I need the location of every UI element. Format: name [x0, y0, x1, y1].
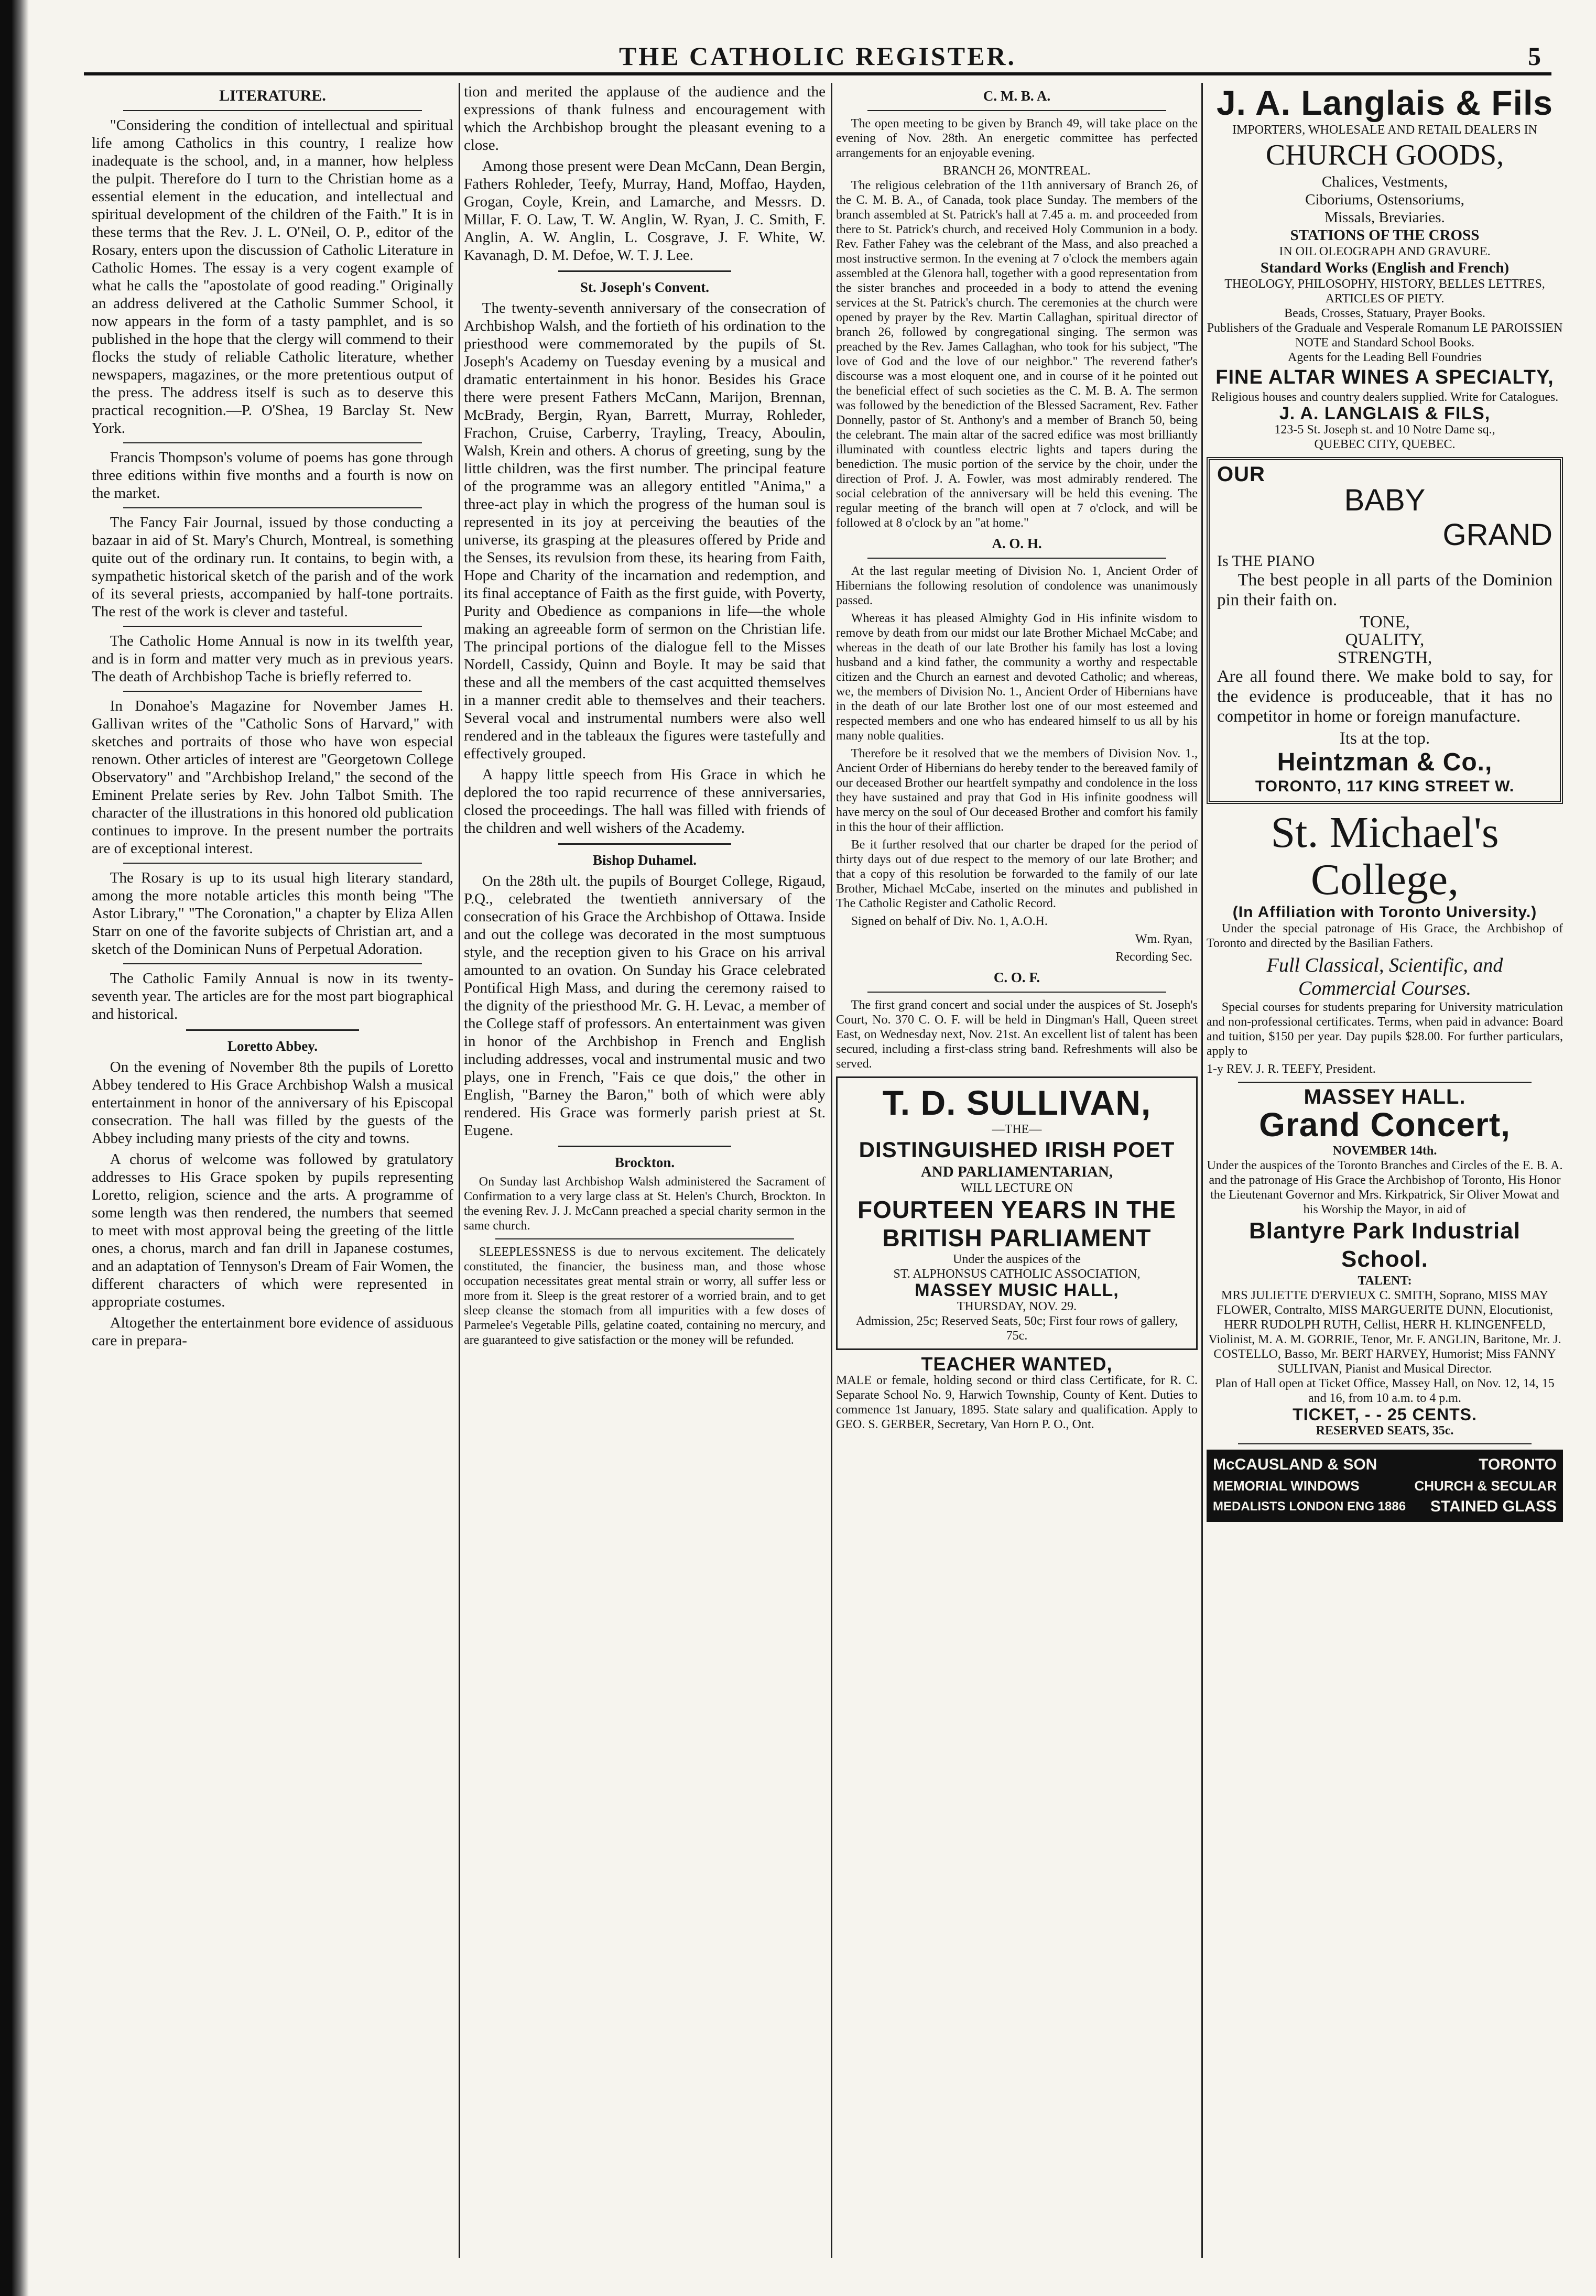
ad-stmichaels-courses-2: Commercial Courses.: [1298, 977, 1472, 999]
ad-stmichaels-courses-1: Full Classical, Scientific, and: [1266, 954, 1503, 976]
ad-piano-baby: BABY: [1344, 483, 1426, 517]
divider: [1238, 1082, 1532, 1083]
ad-sullivan-name: T. D. SULLIVAN,: [882, 1083, 1152, 1122]
ad-piano-quality: QUALITY,: [1345, 630, 1425, 649]
divider: [867, 992, 1166, 993]
ad-massey-talent: TALENT:: [1358, 1274, 1412, 1288]
signature-title: Recording Sec.: [1115, 950, 1192, 964]
ad-massey-ticket: TICKET, - - 25 CENTS.: [1293, 1405, 1477, 1424]
divider: [123, 963, 422, 964]
ad-piano-our: OUR: [1217, 463, 1265, 486]
ad-langlais-goods: CHURCH GOODS,: [1265, 139, 1504, 171]
article-convent-1: The twenty-seventh anniversary of the consecration of Archbishop Walsh, and the fortieth of his ordination to the priesthood were commemorated by the pupils of St. Joseph's Academy on Tuesday evening by a musical and dramatic entertainment in his honor. Besides his Grace there were present Fathers McCann, Marijon, Brennan, McBrady, Bergin, Ryan, Barrett, Murray, Rohleder, Frachon, Cruise, Carberry, Trayling, Treacy, Aboulin, Walsh, Krein and others. A chorus of greeting, sung by the little children, was the first number. The principal feature of the programme was an allegory entitled "Anima," a three-act play in which the progress of the human soul is represented in its joy at perceiving the beauties of the universe, its grasping at the pleasures offered by Pride and the Senses, its revulsion from these, its hearing from Faith, Hope and Charity of the incarnation and redemption, and its final acceptance of Faith as the first guide, with Poverty, Purity and Obedience as companions in life—the whole making an agreeable form of sermon on the Christian life. The principal portions of the dialogue fell to the Misses Nordell, Cassidy, Quinn and Boyle. It may be said that these and all the members of the cast acquitted themselves in a manner credit able to themselves and their teachers. Several vocal and instrumental numbers were also well rendered and in the tableaux the figures were tastefully and effectively grouped.: [464, 300, 826, 762]
ad-sullivan-assoc: ST. ALPHONSUS CATHOLIC ASSOCIATION,: [893, 1267, 1141, 1281]
ad-langlais-name-2: J. A. LANGLAIS & FILS,: [1279, 404, 1491, 423]
article-home-annual: The Catholic Home Annual is now in its twelfth year, and is in form and matter very much as in previous years. The death of Archbishop Tache is briefly referred to.: [92, 633, 453, 685]
article-family-annual: The Catholic Family Annual is now in its twenty-seventh year. The articles are for the most part biographical and historical.: [92, 970, 453, 1022]
section-heading-aoh: A. O. H.: [992, 536, 1042, 551]
ad-langlais-beads: Beads, Crosses, Statuary, Prayer Books.: [1284, 307, 1485, 320]
ad-sullivan-title: DISTINGUISHED IRISH POET: [859, 1137, 1175, 1162]
ad-massey-body: Under the auspices of the Toronto Branches and Circles of the E. B. A. and the patronage of His Grace the Archbishop of Toronto, His Honor the Lieutenant Governor and Mrs. Kirkpatrick, Sir Oliver Mowat and his Worship the Mayor, in aid of: [1207, 1159, 1563, 1216]
divider: [123, 507, 422, 508]
ad-langlais-line: IMPORTERS, WHOLESALE AND RETAIL DEALERS IN: [1232, 123, 1537, 137]
divider: [123, 691, 422, 692]
article-brockton: On Sunday last Archbishop Walsh administered the Sacrament of Confirmation to a very large class at St. Helen's Church, Brockton. In the evening Rev. J. J. McCann preached a special charity sermon in the same church.: [464, 1175, 826, 1233]
article-loretto-3: Altogether the entertainment bore evidence of assiduous care in prepara-: [92, 1314, 453, 1349]
ad-piano-top: Its at the top.: [1339, 729, 1430, 748]
branch-subheading: BRANCH 26, MONTREAL.: [943, 164, 1091, 178]
article-aoh-5: Signed on behalf of Div. No. 1, A.O.H.: [851, 915, 1048, 928]
article-loretto-continued: tion and merited the applause of the audience and the expressions of thank fulness and encouragement with which the Archbishop brought the pleasant evening to a close.: [464, 83, 826, 154]
ad-massey-plan: Plan of Hall open at Ticket Office, Massey Hall, on Nov. 12, 14, 15 and 16, from 10 a.m. to 4 p.m.: [1215, 1377, 1555, 1405]
section-heading-cmba: C. M. B. A.: [983, 88, 1051, 104]
masthead: [84, 41, 1551, 75]
ad-langlais-items-1: Chalices, Vestments,: [1321, 173, 1448, 190]
ad-langlais-city: QUEBEC CITY, QUEBEC.: [1314, 438, 1456, 451]
article-aoh-4: Be it further resolved that our charter be draped for the period of thirty days out of due respect to the memory of our late Brother; and that a copy of this resolution be forwarded to the family of our late Brother, Michael McCabe, inserted on the minutes and published in The Catholic Register and Catholic Record.: [836, 838, 1198, 910]
divider: [123, 442, 422, 443]
article-present-list: Among those present were Dean McCann, Dean Bergin, Fathers Rohleder, Teefy, Murray, Hand, Moffao, Hayden, Grogan, Coyle, Krein, and Lamarche, and Messrs. D. Millar, F. O. Law, T. W. Anglin, W. Ryan, J. C. Smith, F. Anglin, A. W. Anglin, L. Cosgrave, J. F. White, W. Kavanagh, D. M. Defoe, W. T. J. Lee.: [464, 158, 826, 264]
ad-mccausland-name: McCAUSLAND & SON: [1213, 1456, 1377, 1473]
ad-sullivan-date: THURSDAY, NOV. 29.: [957, 1300, 1077, 1313]
ad-langlais-items-3: Missals, Breviaries.: [1324, 209, 1445, 226]
ornament-divider: [558, 270, 731, 272]
ad-langlais-items-2: Ciboriums, Ostensoriums,: [1305, 191, 1464, 208]
ad-piano-address: TORONTO, 117 KING STREET W.: [1255, 778, 1515, 795]
divider: [1238, 1443, 1532, 1444]
ad-piano-strength: STRENGTH,: [1337, 648, 1432, 667]
ad-stmichaels-name-2: College,: [1310, 855, 1459, 904]
column-rule: [831, 83, 832, 2258]
ad-teacher-body: MALE or female, holding second or third class Certificate, for R. C. Separate School No. 9, Harwich Township, County of Kent. Duties to commence 1st January, 1895. State salary and qualification. Apply to GEO. S. GERBER, Secretary, Van Horn P. O., Ont.: [836, 1374, 1198, 1431]
page-edge-shadow: [0, 0, 29, 2296]
article-cof: The first grand concert and social under the auspices of St. Joseph's Court, No. 370 C. O. F. will be held in Dingman's Hall, Queen street East, on Wednesday next, Nov. 21st. An excellent list of talent has been secured, including a first-class string band. Refreshments will also be served.: [836, 998, 1198, 1071]
newspaper-title: THE CATHOLIC REGISTER.: [618, 41, 1017, 71]
page-number: 5: [1528, 41, 1541, 71]
ad-mccausland-line-4: STAINED GLASS: [1430, 1498, 1557, 1515]
ad-piano-is: Is THE PIANO: [1217, 552, 1315, 570]
ad-langlais-wines: FINE ALTAR WINES A SPECIALTY,: [1215, 366, 1554, 388]
article-convent-2: A happy little speech from His Grace in which he deplored the too rapid recurrence of these anniversaries, closed the proceedings. The hall was filled with friends of the children and well wishers of the Academy.: [464, 766, 826, 836]
ad-heintzman-piano: [1207, 457, 1563, 804]
article-loretto-1: On the evening of November 8th the pupils of Loretto Abbey tendered to His Grace Archbishop Walsh a musical entertainment in honor of the anniversary of his Episcopal consecration. The hall was filled by the guests of the Abbey including many priests of the city and towns.: [92, 1059, 453, 1147]
article-aoh-2: Whereas it has pleased Almighty God in His infinite wisdom to remove by death from our midst our late Brother Michael McCabe; and whereas in the death of our late Brother his family has lost a loving husband and a kind father, the community a worthy and respectable citizen and the Church an earnest and devoted Catholic; and whereas, we, the members of Division No. 1., Ancient Order of Hibernians have in the death of our late Brother lost one of our most esteemed and respected members and one who has endeared himself to us all by his many noble qualities.: [836, 612, 1198, 743]
ad-sullivan-lecture: [836, 1076, 1198, 1350]
ad-massey-concert: Grand Concert,: [1259, 1106, 1511, 1144]
ad-stmichaels-body: Under the special patronage of His Grace, the Archbishop of Toronto and directed by the Basilian Fathers.: [1207, 922, 1563, 950]
ad-langlais-religious: Religious houses and country dealers supplied. Write for Catalogues.: [1211, 390, 1559, 404]
article-thompson: Francis Thompson's volume of poems has gone through three editions within five months and a fourth is now on the market.: [92, 449, 453, 502]
ad-massey-name: MASSEY HALL.: [1304, 1085, 1466, 1108]
section-heading-loretto: Loretto Abbey.: [227, 1038, 318, 1054]
ad-piano-body: The best people in all parts of the Dominion pin their faith on.: [1217, 571, 1552, 610]
article-rosary: The Rosary is up to its usual high literary standard, among the more notable articles this month being "The Astor Library," "The Coronation," a chapter by Eliza Allen Starr on one of the favorite subjects of Christian art, and a sketch of the Dominican Nuns of Perpetual Adoration.: [92, 869, 453, 957]
column-literature: [92, 83, 453, 2258]
divider: [123, 110, 422, 111]
ad-piano-tone: TONE,: [1360, 613, 1410, 632]
divider: [867, 110, 1166, 111]
ad-stmichaels-affiliation: (In Affiliation with Toronto University.): [1232, 904, 1537, 921]
column-three: [836, 83, 1198, 2258]
ad-stmichaels-signature: 1-y REV. J. R. TEEFY, President.: [1207, 1062, 1376, 1076]
section-heading-duhamel: Bishop Duhamel.: [592, 852, 697, 868]
ad-piano-grand: GRAND: [1442, 518, 1552, 552]
ad-langlais-theology: THEOLOGY, PHILOSOPHY, HISTORY, BELLES LETTRES, ARTICLES OF PIETY.: [1224, 277, 1545, 306]
ad-massey-list: MRS JULIETTE D'ERVIEUX C. SMITH, Soprano, MISS MAY FLOWER, Contralto, MISS MARGUERITE DUNN, Elocutionist, HERR RUDOLPH RUTH, Cellist, HERR H. KLINGENFELD, Violinist, M. A. M. GORRIE, Tenor, Mr. F. ANGLIN, Baritone, Mr. J. COSTELLO, Basso, Mr. BERT HARVEY, Humorist; Miss FANNY SULLIVAN, Pianist and Musical Director.: [1208, 1289, 1561, 1376]
article-sleeplessness: SLEEPLESSNESS is due to nervous excitement. The delicately constituted, the financier, the business man, and those whose occupation necessitates great mental strain or worry, all suffer less or more from it. Sleep is the great restorer of a worried brain, and to get sleep cleanse the stomach from all impurities with a few doses of Parmelee's Vegetable Pills, gelatine coated, containing no mercury, and are guaranteed to give satisfaction or the money will be refunded.: [464, 1245, 826, 1347]
section-heading-literature: LITERATURE.: [219, 87, 326, 104]
ad-mccausland: [1207, 1450, 1563, 1522]
signature-name: Wm. Ryan,: [1135, 932, 1192, 946]
divider: [123, 863, 422, 864]
ad-sullivan-will: WILL LECTURE ON: [961, 1181, 1073, 1195]
divider: [495, 1238, 794, 1239]
divider: [867, 558, 1166, 559]
ad-stmichaels-special: Special courses for students preparing for University matriculation and non-professional certificates. Terms, when paid in advance: Board and tuition, $150 per year. Day pupils $28.00. For further particulars, apply to: [1207, 1000, 1563, 1058]
article-cmba-2: The religious celebration of the 11th anniversary of Branch 26, of the C. M. B. A., of Canada, took place Sunday. The members of the branch assembled at St. Patrick's hall at 7.45 a. m. and proceeded from there to St. Patrick's church, and received Holy Communion in a body. Rev. Father Fahey was the celebrant of the Mass, and also preached a most instructive sermon. In the evening at 7 o'clock the members again assembled at the Glenora hall, together with a good representation from the sister branches and proceeded in a body to attend the evening services at the St. Patrick's church. The ceremonies at the church were opened by prayer by the Rev. Martin Callaghan, spiritual director of branch 26, followed by congregational singing. The sermon was preached by the Rev. James Callaghan, who took for his subject, "The love of God and the love of our neighbor." The reverend father's discourse was a most eloquent one, and in course of it he pointed out the beneficial effect of such societies as the C. M. B. A. The sermon was followed by the benediction of the Blessed Sacrament, Rev. Father Donnelly, pastor of St. Anthony's and a member of Branch 50, being the celebrant. The main altar of the sacred edifice was most brilliantly illuminated with countless electric lights and tapers during the benediction. The music portion of the service by the choir, under the direction of Prof. J. A. Fowler, was most admirably rendered. The social celebration of the anniversary will be held this evening. The regular meeting of the branch will open at 7 o'clock, and will be followed at 8 o'clock by an "at home.": [836, 179, 1198, 530]
column-rule: [1201, 83, 1203, 2258]
ad-mccausland-line-2: CHURCH & SECULAR: [1414, 1478, 1557, 1494]
article-duhamel: On the 28th ult. the pupils of Bourget College, Rigaud, P.Q., celebrated the twentieth anniversary of the consecration of his Grace the Archbishop of Ottawa. Inside and out the college was decorated in the most sumptuous style, and the reception given to his Grace on his arrival amounted to an ovation. On Sunday his Grace celebrated Pontifical High Mass, and during the ceremony raised to the dignity of the priesthood Mr. G. H. Levac, a member of the College staff of professors. An entertainment was given in honor of the Archbishop in French and English including addresses, vocal and instrumental music and two plays, one in French, "Fais ce que dois," the other in English, "Barney the Baron," both of which were ably rendered. His Grace was formerly parish priest at St. Eugene.: [464, 873, 826, 1139]
ornament-divider: [558, 843, 731, 845]
ad-sullivan-and: AND PARLIAMENTARIAN,: [920, 1163, 1113, 1180]
article-aoh-1: At the last regular meeting of Division No. 1, Ancient Order of Hibernians the following resolution of condolence was unanimously passed.: [836, 564, 1198, 607]
ad-sullivan-topic-1: FOURTEEN YEARS IN THE: [857, 1196, 1176, 1223]
section-heading-convent: St. Joseph's Convent.: [580, 279, 710, 295]
ad-teacher-head: TEACHER WANTED,: [921, 1353, 1113, 1375]
ad-mccausland-line-1: MEMORIAL WINDOWS: [1213, 1478, 1360, 1494]
ad-stmichaels-name-1: St. Michael's: [1271, 808, 1499, 857]
article-aoh-3: Therefore be it resolved that we the members of Division Nov. 1., Ancient Order of Hibernians do hereby tender to the bereaved family of our deceased Brother our heartfelt sympathy and condolence in the loss they have sustained and pray that God in His infinite goodness will have mercy on the soul of Our deceased Brother and comfort his family in this the hour of their affliction.: [836, 747, 1198, 834]
divider: [123, 626, 422, 627]
ad-sullivan-topic-2: BRITISH PARLIAMENT: [882, 1224, 1152, 1252]
section-heading-cof: C. O. F.: [993, 970, 1040, 985]
article-fancy-fair: The Fancy Fair Journal, issued by those conducting a bazaar in aid of St. Mary's Church, Montreal, is something quite out of the ordinary run. It contains, to begin with, a sympathetic historical sketch of the parish and of the work of its several priests, accompanied by half-tone portraits. The rest of the work is clever and tasteful.: [92, 514, 453, 620]
column-two: [464, 83, 826, 2258]
ad-massey-date: NOVEMBER 14th.: [1332, 1144, 1437, 1158]
article-donahoe: In Donahoe's Magazine for November James H. Gallivan writes of the "Catholic Sons of Harvard," with sketches and portraits of those who have won especial renown. Other articles of interest are "Georgetown College Observatory" and "Archbishop Ireland," the second of the Eminent Prelate series by Rev. John Talbot Smith. The character of the illustrations in this honored old publication continues to improve. In the present number the portraits are of exceptional interest.: [92, 698, 453, 857]
ornament-divider: [186, 1029, 359, 1031]
section-heading-brockton: Brockton.: [614, 1155, 675, 1170]
ad-mccausland-line-3: MEDALISTS LONDON ENG 1886: [1213, 1499, 1406, 1514]
ad-langlais-stations: STATIONS OF THE CROSS: [1290, 227, 1480, 244]
ad-mccausland-city: TORONTO: [1479, 1456, 1557, 1473]
column-four: [1207, 83, 1563, 2258]
ad-sullivan-admission: Admission, 25c; Reserved Seats, 50c; First four rows of gallery, 75c.: [855, 1314, 1178, 1343]
ad-langlais-name: J. A. Langlais & Fils: [1216, 83, 1554, 122]
ad-massey-reserved: RESERVED SEATS, 35c.: [1316, 1424, 1454, 1438]
article-literature: "Considering the condition of intellectual and spiritual life among Catholics in this country, I realize how inadequate is the school, and, in a manner, how helpless the pulpit. Therefore do I turn to the Christian home as a essential element in the education, and intellectual and spiritual development of the children of the Faith." It is in these terms that the Rev. J. L. O'Neil, O. P., editor of the Rosary, enters upon the discussion of Catholic Literature in Catholic Homes. The essay is a very cogent example of what he calls the "apostolate of good reading." Originally an address delivered at the Catholic Summer School, it now appears in the form of a tasty pamphlet, and is so published in the hope that the clergy will commend to their flocks the study of reliable Catholic literature, whether newspapers, magazines, or the more pretentious output of the press. The address itself is such as to deserve this practical recognition.—P. O'Shea, 19 Barclay St. New York.: [92, 117, 453, 437]
article-loretto-2: A chorus of welcome was followed by gratulatory addresses to His Grace spoken by pupils representing Loretto, religion, science and the arts. A programme of some length was then rendered, the numbers that seemed to meet with most approval being the greeting of the little ones, a chorus, march and fan drill in Japanese costumes, and an adaptation of Tennyson's Dream of Fair Women, the different characters of which were represented in appropriate costumes.: [92, 1151, 453, 1310]
ad-piano-found: Are all found there. We make bold to say, for the evidence is produceable, that it has no competitor in home or foreign manufacture.: [1217, 667, 1552, 726]
column-rule: [459, 83, 460, 2258]
ad-langlais-oil: IN OIL OLEOGRAPH AND GRAVURE.: [1279, 245, 1491, 258]
ad-piano-firm: Heintzman & Co.,: [1277, 748, 1493, 776]
ad-langlais-address: 123-5 St. Joseph st. and 10 Notre Dame sq.,: [1274, 423, 1495, 437]
ad-sullivan-under: Under the auspices of the: [953, 1253, 1081, 1266]
ad-massey-school: Blantyre Park Industrial School.: [1249, 1218, 1521, 1272]
ad-sullivan-hall: MASSEY MUSIC HALL,: [915, 1280, 1119, 1300]
ad-langlais-agents: Agents for the Leading Bell Foundries: [1288, 351, 1482, 364]
ornament-divider: [558, 1146, 731, 1147]
ad-langlais-standard: Standard Works (English and French): [1260, 259, 1510, 276]
ad-langlais-publishers: Publishers of the Graduale and Vesperale Romanum LE PAROISSIEN NOTE and Standard School Books.: [1207, 321, 1563, 350]
ad-sullivan-the: —THE—: [992, 1123, 1042, 1136]
article-cmba-1: The open meeting to be given by Branch 49, will take place on the evening of Nov. 28th. An energetic committee has perfected arrangements for an enjoyable evening.: [836, 117, 1198, 160]
